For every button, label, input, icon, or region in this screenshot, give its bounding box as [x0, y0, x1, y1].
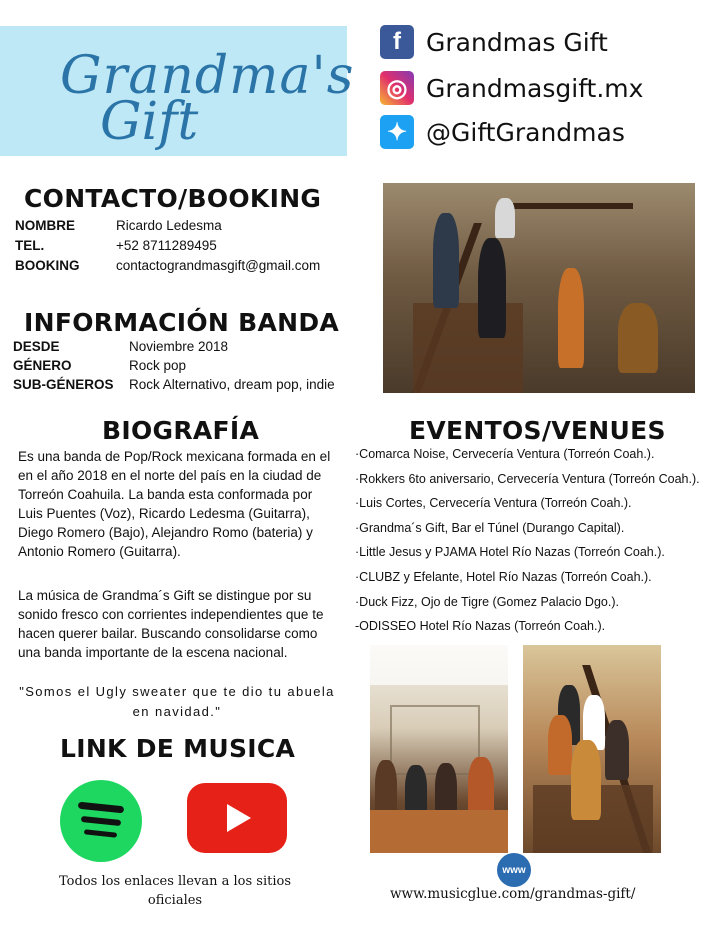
logo-line-2: Gift [100, 92, 199, 152]
event-item: ·Rokkers 6to aniversario, Cervecería Ventura (Torreón Coah.). [355, 471, 700, 486]
event-item: ·Grandma´s Gift, Bar el Túnel (Durango Capital). [355, 520, 625, 535]
band-info-label: GÉNERO [13, 358, 72, 373]
band-photo-stairs [383, 183, 695, 393]
contact-row-name [15, 218, 222, 233]
band-info-label: DESDE [13, 339, 60, 354]
website-link[interactable]: www.musicglue.com/grandmas-gift/ [390, 886, 636, 902]
contact-title: CONTACTO/BOOKING [24, 184, 322, 213]
twitter-icon: ✦ [380, 115, 414, 149]
event-item: ·Duck Fizz, Ojo de Tigre (Gomez Palacio Dgo.). [355, 594, 619, 609]
band-info-label: SUB-GÉNEROS [13, 377, 114, 392]
logo-line-1: Grandma's [60, 46, 355, 106]
band-info-row-genre [13, 358, 186, 373]
contact-value: Ricardo Ledesma [116, 218, 222, 233]
bio-title: BIOGRAFÍA [102, 416, 260, 445]
social-instagram[interactable] [380, 71, 643, 105]
booking-email[interactable]: contactograndmasgift@gmail.com [116, 258, 321, 273]
band-info-value: Noviembre 2018 [129, 339, 229, 354]
globe-icon: www [497, 853, 531, 887]
contact-label: TEL. [15, 238, 45, 253]
events-title: EVENTOS/VENUES [409, 416, 666, 445]
band-info-value: Rock pop [129, 358, 187, 373]
youtube-icon[interactable] [187, 783, 287, 853]
social-facebook[interactable] [380, 25, 608, 59]
band-info-value: Rock Alternativo, dream pop, indie [129, 377, 335, 392]
facebook-icon: f [380, 25, 414, 59]
event-item: ·Comarca Noise, Cervecería Ventura (Torreón Coah.). [355, 447, 655, 461]
band-info-title: INFORMACIÓN BANDA [24, 308, 340, 337]
bio-paragraph-2: La música de Grandma´s Gift se distingue por su sonido fresco con corrientes independientes que te hacen querer bailar. Buscando consolidarse como una banda importante de la escena nacional. [18, 588, 324, 660]
contact-row-tel [15, 238, 217, 253]
events-list [355, 447, 715, 644]
event-item: ·CLUBZ y Efelante, Hotel Río Nazas (Torreón Coah.). [355, 569, 652, 584]
twitter-handle[interactable]: @GiftGrandmas [426, 117, 625, 147]
contact-label: BOOKING [15, 258, 80, 273]
band-photo-bar [370, 645, 508, 853]
facebook-handle[interactable]: Grandmas Gift [426, 27, 608, 57]
band-info-row-since [13, 339, 228, 354]
music-title: LINK DE MUSICA [60, 734, 296, 763]
event-item: -ODISSEO Hotel Río Nazas (Torreón Coah.). [355, 619, 606, 634]
band-logo [60, 46, 355, 152]
contact-label: NOMBRE [15, 218, 75, 233]
contact-value: +52 8711289495 [116, 238, 217, 253]
spotify-icon[interactable] [60, 780, 142, 862]
band-photo-staircase-group [523, 645, 661, 853]
event-item: ·Little Jesus y PJAMA Hotel Río Nazas (Torreón Coah.). [355, 545, 665, 560]
contact-row-booking [15, 258, 320, 273]
logo-panel [0, 26, 355, 156]
bio-paragraph-1: Es una banda de Pop/Rock mexicana formada en el en el año 2018 en el norte del país en la ciudad de Torreón Coahuila. La banda esta conformada por Luis Puentes (Voz), Ricardo Ledesma (Guitarra), Diego Romero (Bajo), Alejandro Romo (bateria) y Antonio Romero (Guitarra). [18, 449, 331, 559]
event-item: ·Luis Cortes, Cervecería Ventura (Torreón Coah.). [355, 496, 632, 511]
bio-quote: "Somos el Ugly sweater que te dio tu abuela en navidad." [19, 684, 335, 719]
social-twitter[interactable] [380, 115, 625, 149]
links-note: Todos los enlaces llevan a los sitios oficiales [59, 874, 291, 908]
instagram-icon: ◎ [380, 71, 414, 105]
instagram-handle[interactable]: Grandmasgift.mx [426, 73, 644, 103]
band-info-row-subgenres [13, 377, 335, 392]
